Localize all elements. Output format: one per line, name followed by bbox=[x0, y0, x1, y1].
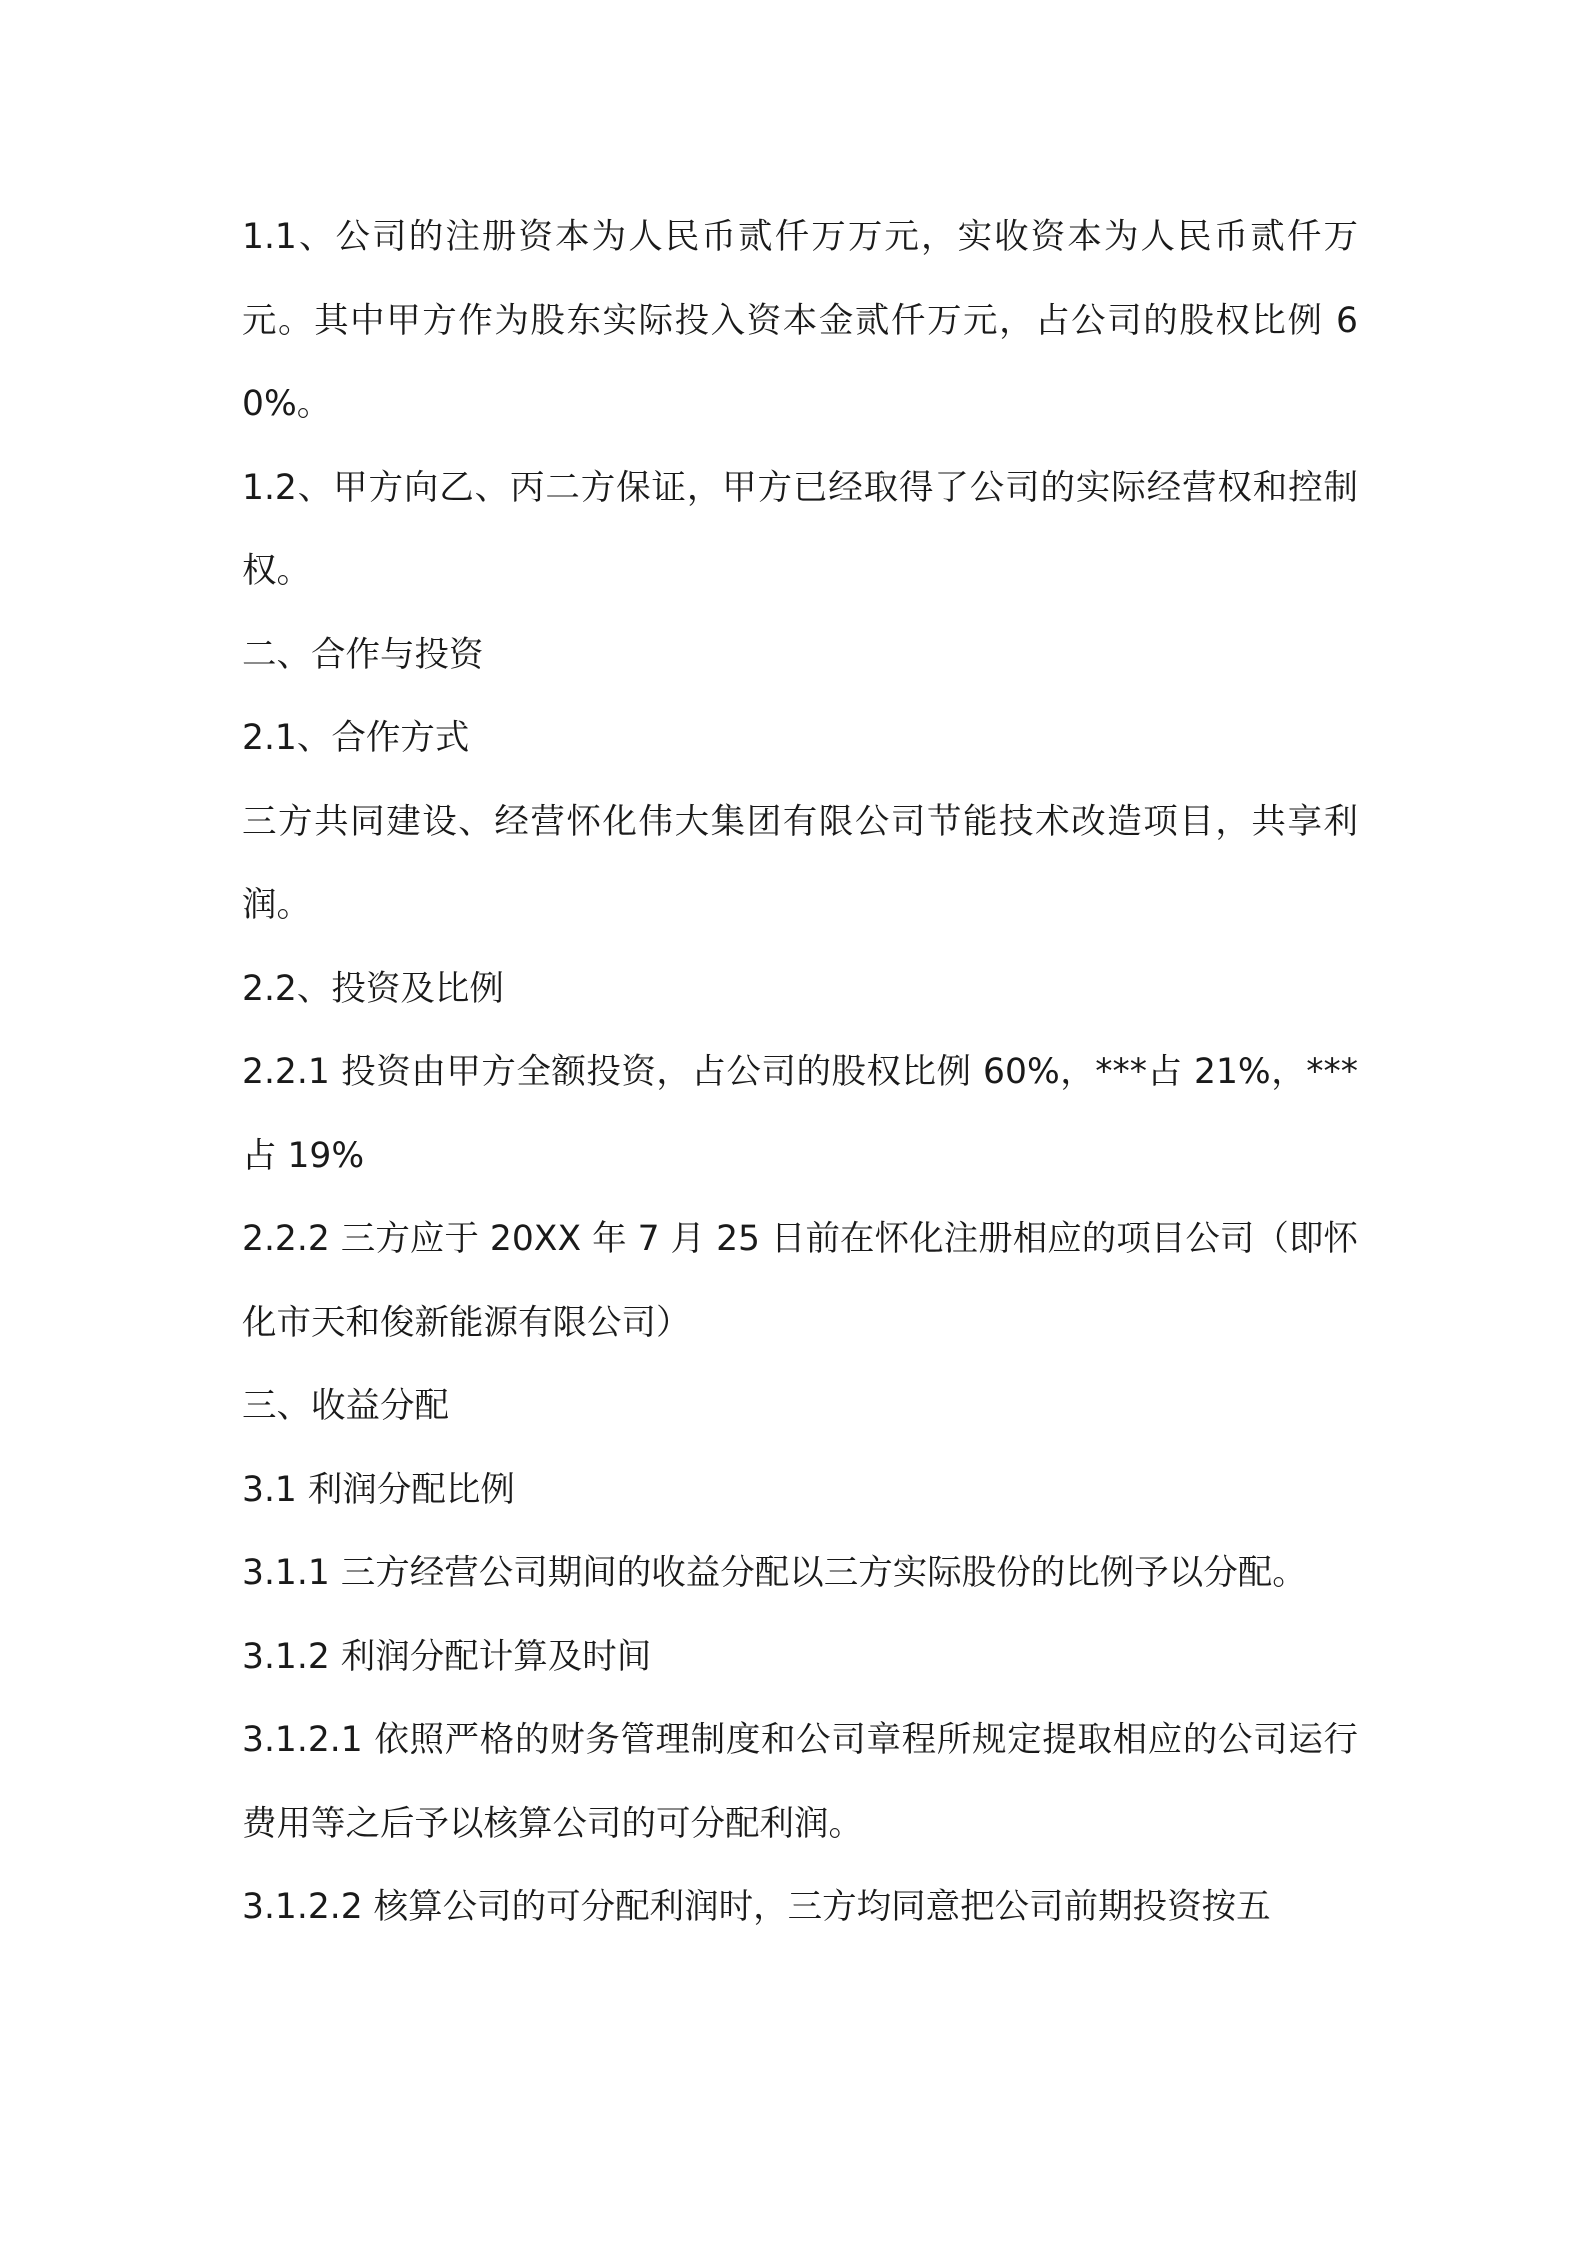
paragraph-2-2-2: 2.2.2 三方应于 20XX 年 7 月 25 日前在怀化注册相应的项目公司（即怀化市天和俊新能源有限公司） bbox=[242, 1219, 1358, 1343]
paragraph-3-1-2-2: 3.1.2.2 核算公司的可分配利润时，三方均同意把公司前期投资按五 bbox=[242, 1887, 1271, 1927]
paragraph-3-1-2-1: 3.1.2.1 依照严格的财务管理制度和公司章程所规定提取相应的公司运行费用等之后予以核算公司的可分配利润。 bbox=[242, 1720, 1358, 1844]
subsection-heading-2-1: 2.1、合作方式 bbox=[242, 718, 470, 758]
paragraph-2-2-1: 2.2.1 投资由甲方全额投资，占公司的股权比例 60%，***占 21%，***占 19% bbox=[242, 1052, 1358, 1176]
subsection-heading-3-1-2: 3.1.2 利润分配计算及时间 bbox=[242, 1636, 652, 1677]
subsection-heading-2-2: 2.2、投资及比例 bbox=[242, 968, 504, 1009]
paragraph-1-2: 1.2、甲方向乙、丙二方保证，甲方已经取得了公司的实际经营权和控制权。 bbox=[242, 467, 1358, 591]
section-heading-3: 三、收益分配 bbox=[242, 1386, 449, 1426]
subsection-heading-3-1: 3.1 利润分配比例 bbox=[242, 1469, 515, 1510]
document-page bbox=[242, 196, 1358, 1950]
paragraph-2-1-body: 三方共同建设、经营怀化伟大集团有限公司节能技术改造项目，共享利润。 bbox=[242, 801, 1358, 925]
paragraph-3-1-1: 3.1.1 三方经营公司期间的收益分配以三方实际股份的比例予以分配。 bbox=[242, 1553, 1307, 1593]
section-heading-2: 二、合作与投资 bbox=[242, 634, 484, 675]
paragraph-1-1: 1.1、公司的注册资本为人民币贰仟万万元，实收资本为人民币贰仟万元。其中甲方作为股东实际投入资本金贰仟万元，占公司的股权比例 60%。 bbox=[242, 217, 1358, 424]
